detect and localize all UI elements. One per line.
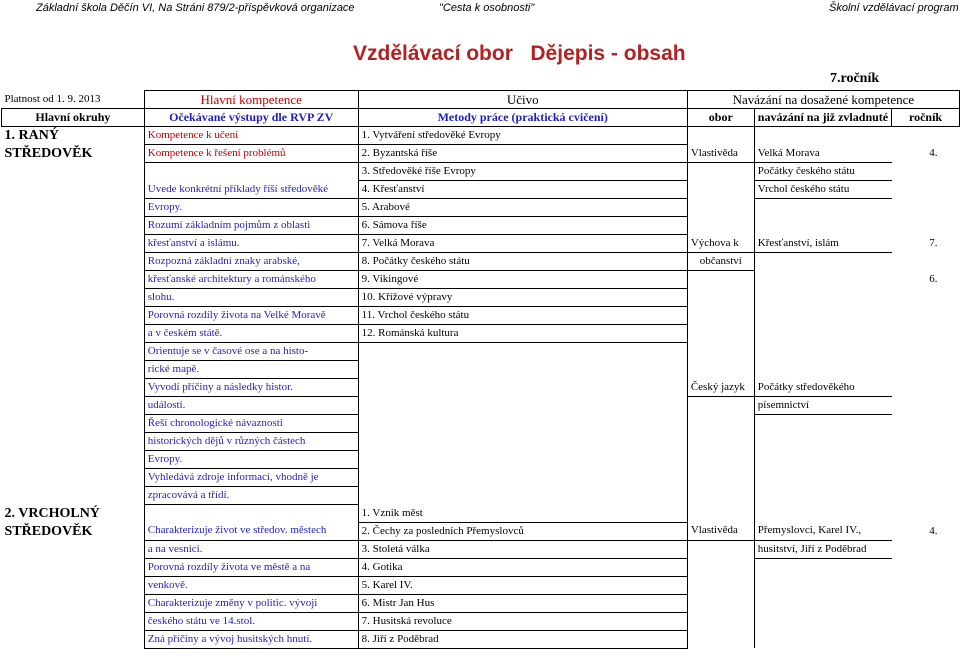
cell-rocnik bbox=[892, 469, 960, 487]
cell-obor: občanství bbox=[687, 253, 754, 271]
cell-navazani bbox=[754, 594, 891, 612]
cell-okruh bbox=[2, 361, 145, 379]
cell-okruh bbox=[2, 199, 145, 217]
table-row bbox=[2, 271, 960, 289]
table-row bbox=[2, 487, 960, 505]
cell-ucivo bbox=[358, 469, 687, 487]
col-metody-prace: Metody práce (praktická cvičení) bbox=[358, 109, 687, 127]
cell-obor bbox=[687, 127, 754, 145]
cell-vystup: a na vesnici. bbox=[144, 540, 358, 558]
table-row bbox=[2, 612, 960, 630]
cell-obor bbox=[687, 433, 754, 451]
table-row bbox=[2, 307, 960, 325]
cell-obor: Výchova k bbox=[687, 235, 754, 253]
cell-navazani bbox=[754, 217, 891, 235]
cell-obor bbox=[687, 307, 754, 325]
cell-okruh bbox=[2, 540, 145, 558]
cell-navazani bbox=[754, 469, 891, 487]
cell-ucivo: 4. Křesťanství bbox=[358, 181, 687, 199]
cell-navazani bbox=[754, 307, 891, 325]
cell-ucivo: 2. Byzantská říše bbox=[358, 145, 687, 163]
cell-navazani: Počátky českého státu bbox=[754, 163, 891, 181]
cell-rocnik bbox=[892, 163, 960, 181]
cell-ucivo: 11. Vrchol českého státu bbox=[358, 307, 687, 325]
cell-ucivo: 6. Sámova říše bbox=[358, 217, 687, 235]
cell-obor bbox=[687, 397, 754, 415]
cell-ucivo: 7. Velká Morava bbox=[358, 235, 687, 253]
cell-vystup: Rozumí základním pojmům z oblasti bbox=[144, 217, 358, 235]
cell-ucivo: 9. Vikingové bbox=[358, 271, 687, 289]
cell-okruh bbox=[2, 397, 145, 415]
cell-okruh: 2. VRCHOLNÝ bbox=[4, 505, 100, 521]
cell-obor bbox=[687, 343, 754, 361]
cell-navazani bbox=[754, 289, 891, 307]
cell-navazani: Křesťanství, islám bbox=[754, 235, 891, 253]
table-row bbox=[2, 289, 960, 307]
cell-obor bbox=[687, 325, 754, 343]
cell-rocnik bbox=[892, 612, 960, 630]
table-row bbox=[2, 594, 960, 612]
table-row bbox=[2, 163, 960, 181]
cell-vystup bbox=[144, 163, 358, 181]
table-row bbox=[2, 451, 960, 469]
cell-ucivo: 10. Křížové výpravy bbox=[358, 289, 687, 307]
table-row bbox=[2, 630, 960, 648]
cell-navazani bbox=[754, 415, 891, 433]
cell-vystup: venkově. bbox=[144, 576, 358, 594]
cell-rocnik bbox=[892, 415, 960, 433]
table-row bbox=[2, 181, 960, 199]
school-motto: "Cesta k osobnosti" bbox=[439, 2, 535, 14]
table-row bbox=[2, 325, 960, 343]
cell-rocnik bbox=[892, 361, 960, 379]
cell-vystup: křesťanské architektury a románského bbox=[144, 271, 358, 289]
cell-okruh bbox=[2, 307, 145, 325]
cell-okruh bbox=[2, 289, 145, 307]
cell-vystup: křesťanství a islámu. bbox=[144, 235, 358, 253]
cell-vystup: Charakterizuje změny v politic. vývoji bbox=[144, 594, 358, 612]
cell-vystup: Evropy. bbox=[144, 199, 358, 217]
cell-okruh bbox=[2, 181, 145, 199]
cell-ucivo bbox=[358, 343, 687, 361]
cell-ucivo bbox=[358, 451, 687, 469]
table-row bbox=[2, 235, 960, 253]
cell-okruh bbox=[2, 271, 145, 289]
table-row bbox=[2, 433, 960, 451]
col-hlavni-kompetence: Hlavní kompetence bbox=[144, 91, 358, 109]
cell-vystup: slohu. bbox=[144, 289, 358, 307]
cell-navazani bbox=[754, 433, 891, 451]
header-row-1 bbox=[2, 91, 960, 109]
cell-rocnik bbox=[892, 397, 960, 415]
cell-rocnik bbox=[892, 325, 960, 343]
table-row bbox=[2, 397, 960, 415]
cell-ucivo: 6. Mistr Jan Hus bbox=[358, 594, 687, 612]
cell-rocnik bbox=[892, 540, 960, 558]
cell-obor bbox=[687, 487, 754, 505]
cell-ucivo: 12. Románská kultura bbox=[358, 325, 687, 343]
col-ucivo: Učivo bbox=[358, 91, 687, 109]
cell-rocnik bbox=[892, 289, 960, 307]
cell-obor: Vlastivěda bbox=[687, 522, 754, 540]
cell-rocnik bbox=[892, 343, 960, 361]
cell-navazani: husitství, Jiří z Poděbrad bbox=[754, 540, 891, 558]
cell-navazani bbox=[754, 127, 891, 145]
cell-obor bbox=[687, 361, 754, 379]
cell-rocnik bbox=[892, 505, 960, 523]
header-row-2 bbox=[2, 109, 960, 127]
cell-ucivo: 1. Vytváření středověké Evropy bbox=[358, 127, 687, 145]
table-row bbox=[2, 558, 960, 576]
cell-okruh bbox=[2, 253, 145, 271]
cell-vystup: rické mapě. bbox=[144, 361, 358, 379]
cell-vystup: českého státu ve 14.stol. bbox=[144, 612, 358, 630]
col-obor: obor bbox=[687, 109, 754, 127]
cell-ucivo: 8. Jiří z Poděbrad bbox=[358, 630, 687, 648]
table-row bbox=[2, 361, 960, 379]
validity-label: Platnost od 1. 9. 2013 bbox=[4, 92, 101, 105]
cell-obor bbox=[687, 558, 754, 576]
cell-okruh bbox=[2, 612, 145, 630]
cell-okruh bbox=[2, 379, 145, 397]
cell-navazani bbox=[754, 199, 891, 217]
cell-okruh bbox=[2, 217, 145, 235]
cell-obor bbox=[687, 630, 754, 648]
cell-navazani bbox=[754, 451, 891, 469]
cell-vystup: Orientuje se v časové ose a na histo- bbox=[144, 343, 358, 361]
cell-vystup: Charakterizuje život ve středov. městech bbox=[144, 522, 358, 540]
cell-obor bbox=[687, 540, 754, 558]
cell-vystup: zpracovává a třídí. bbox=[144, 487, 358, 505]
cell-okruh bbox=[2, 433, 145, 451]
cell-vystup: Kompetence k učení bbox=[144, 127, 358, 145]
table-row bbox=[2, 217, 960, 235]
cell-obor bbox=[687, 505, 754, 523]
table-row bbox=[2, 522, 960, 540]
cell-rocnik bbox=[892, 594, 960, 612]
cell-rocnik bbox=[892, 558, 960, 576]
cell-okruh bbox=[2, 451, 145, 469]
cell-vystup bbox=[144, 505, 358, 523]
cell-navazani bbox=[754, 253, 891, 271]
cell-obor bbox=[687, 271, 754, 289]
table-row bbox=[2, 576, 960, 594]
cell-okruh bbox=[2, 325, 145, 343]
cell-obor bbox=[687, 181, 754, 199]
cell-vystup: historických dějů v různých částech bbox=[144, 433, 358, 451]
cell-ucivo bbox=[358, 433, 687, 451]
cell-rocnik bbox=[892, 630, 960, 648]
cell-navazani: Velká Morava bbox=[754, 145, 891, 163]
cell-obor bbox=[687, 612, 754, 630]
table-row bbox=[2, 253, 960, 271]
table-row bbox=[2, 145, 960, 163]
cell-rocnik bbox=[892, 451, 960, 469]
cell-navazani bbox=[754, 505, 891, 523]
cell-obor bbox=[687, 594, 754, 612]
cell-okruh bbox=[2, 235, 145, 253]
cell-okruh bbox=[2, 163, 145, 181]
cell-ucivo: 2. Čechy za posledních Přemyslovců bbox=[358, 522, 687, 540]
cell-ucivo bbox=[358, 379, 687, 397]
cell-obor bbox=[687, 576, 754, 594]
cell-obor bbox=[687, 469, 754, 487]
cell-navazani bbox=[754, 630, 891, 648]
table-row bbox=[2, 415, 960, 433]
cell-ucivo bbox=[358, 487, 687, 505]
cell-ucivo: 5. Karel IV. bbox=[358, 576, 687, 594]
cell-rocnik bbox=[892, 433, 960, 451]
cell-ucivo bbox=[358, 415, 687, 433]
cell-vystup: Evropy. bbox=[144, 451, 358, 469]
table-row bbox=[2, 343, 960, 361]
cell-rocnik bbox=[892, 181, 960, 199]
cell-obor bbox=[687, 163, 754, 181]
col-ocekavane-vystupy: Očekávané výstupy dle RVP ZV bbox=[144, 109, 358, 127]
cell-vystup: Řeší chronologické návaznosti bbox=[144, 415, 358, 433]
col-rocnik: ročník bbox=[892, 109, 960, 127]
table-row bbox=[2, 127, 960, 145]
cell-vystup: Zná příčiny a vývoj husitských hnutí. bbox=[144, 630, 358, 648]
cell-navazani bbox=[754, 487, 891, 505]
cell-rocnik: 6. bbox=[929, 273, 938, 285]
cell-okruh: STŘEDOVĚK bbox=[4, 146, 93, 161]
cell-ucivo: 7. Husitská revoluce bbox=[358, 612, 687, 630]
page-title: Vzdělávací obor Dějepis - obsah bbox=[353, 42, 686, 65]
cell-rocnik: 7. bbox=[929, 237, 938, 249]
cell-obor bbox=[687, 451, 754, 469]
cell-navazani: písemnictví bbox=[754, 397, 891, 415]
col-navazani: Navázání na dosažené kompetence bbox=[687, 91, 959, 109]
cell-navazani bbox=[754, 271, 891, 289]
cell-rocnik bbox=[892, 217, 960, 235]
cell-ucivo: 3. Středověké říše Evropy bbox=[358, 163, 687, 181]
cell-navazani: Počátky středověkého bbox=[754, 379, 891, 397]
cell-obor: Český jazyk bbox=[687, 379, 754, 397]
cell-vystup: Kompetence k řešení problémů bbox=[144, 145, 358, 163]
cell-ucivo: 4. Gotika bbox=[358, 558, 687, 576]
cell-okruh bbox=[2, 558, 145, 576]
cell-okruh bbox=[2, 415, 145, 433]
cell-obor bbox=[687, 199, 754, 217]
cell-ucivo: 3. Stoletá válka bbox=[358, 540, 687, 558]
cell-okruh: 1. RANÝ bbox=[4, 128, 59, 144]
cell-vystup: Porovná rozdíly života ve městě a na bbox=[144, 558, 358, 576]
program-name: Školní vzdělávací program bbox=[829, 2, 959, 14]
table-row bbox=[2, 379, 960, 397]
cell-rocnik bbox=[892, 127, 960, 145]
cell-ucivo: 1. Vznik měst bbox=[358, 505, 687, 523]
cell-ucivo: 8. Počátky českého státu bbox=[358, 253, 687, 271]
cell-ucivo: 5. Arabové bbox=[358, 199, 687, 217]
cell-navazani bbox=[754, 558, 891, 576]
cell-vystup: Vyvodí příčiny a následky histor. bbox=[144, 379, 358, 397]
cell-rocnik bbox=[892, 307, 960, 325]
cell-ucivo bbox=[358, 397, 687, 415]
cell-okruh bbox=[2, 630, 145, 648]
grade-label: 7.ročník bbox=[830, 71, 880, 86]
table-row bbox=[2, 469, 960, 487]
cell-navazani: Vrchol českého státu bbox=[754, 181, 891, 199]
cell-rocnik bbox=[892, 379, 960, 397]
cell-navazani bbox=[754, 576, 891, 594]
cell-obor bbox=[687, 289, 754, 307]
cell-navazani bbox=[754, 325, 891, 343]
cell-vystup: Porovná rozdíly života na Velké Moravě bbox=[144, 307, 358, 325]
cell-rocnik bbox=[892, 576, 960, 594]
cell-okruh bbox=[2, 487, 145, 505]
cell-obor bbox=[687, 415, 754, 433]
cell-ucivo bbox=[358, 361, 687, 379]
cell-obor bbox=[687, 217, 754, 235]
cell-vystup: Uvede konkrétní příklady říší středověké bbox=[144, 181, 358, 199]
cell-navazani bbox=[754, 361, 891, 379]
cell-rocnik: 4. bbox=[929, 524, 938, 537]
table-row bbox=[2, 540, 960, 558]
cell-navazani bbox=[754, 612, 891, 630]
cell-vystup: Rozpozná základní znaky arabské, bbox=[144, 253, 358, 271]
cell-rocnik: 4. bbox=[929, 147, 938, 159]
cell-okruh bbox=[2, 469, 145, 487]
table-row bbox=[2, 505, 960, 523]
cell-rocnik bbox=[892, 253, 960, 271]
cell-obor: Vlastivěda bbox=[687, 145, 754, 163]
curriculum-table bbox=[1, 90, 960, 649]
cell-vystup: Vyhledává zdroje informací, vhodně je bbox=[144, 469, 358, 487]
school-name: Základní škola Děčín VI, Na Stráni 879/2-příspěvková organizace bbox=[36, 2, 355, 14]
cell-vystup: událostí. bbox=[144, 397, 358, 415]
cell-okruh bbox=[2, 594, 145, 612]
cell-rocnik bbox=[892, 199, 960, 217]
cell-vystup: a v českém státě. bbox=[144, 325, 358, 343]
col-navazani-zvladnute: navázání na již zvladnuté bbox=[754, 109, 891, 127]
cell-navazani: Přemyslovci, Karel IV., bbox=[754, 522, 891, 540]
cell-okruh bbox=[2, 343, 145, 361]
cell-rocnik bbox=[892, 487, 960, 505]
cell-okruh bbox=[2, 576, 145, 594]
table-row bbox=[2, 199, 960, 217]
cell-okruh: STŘEDOVĚK bbox=[4, 523, 93, 539]
col-hlavni-okruhy: Hlavní okruhy bbox=[2, 109, 145, 127]
cell-navazani bbox=[754, 343, 891, 361]
